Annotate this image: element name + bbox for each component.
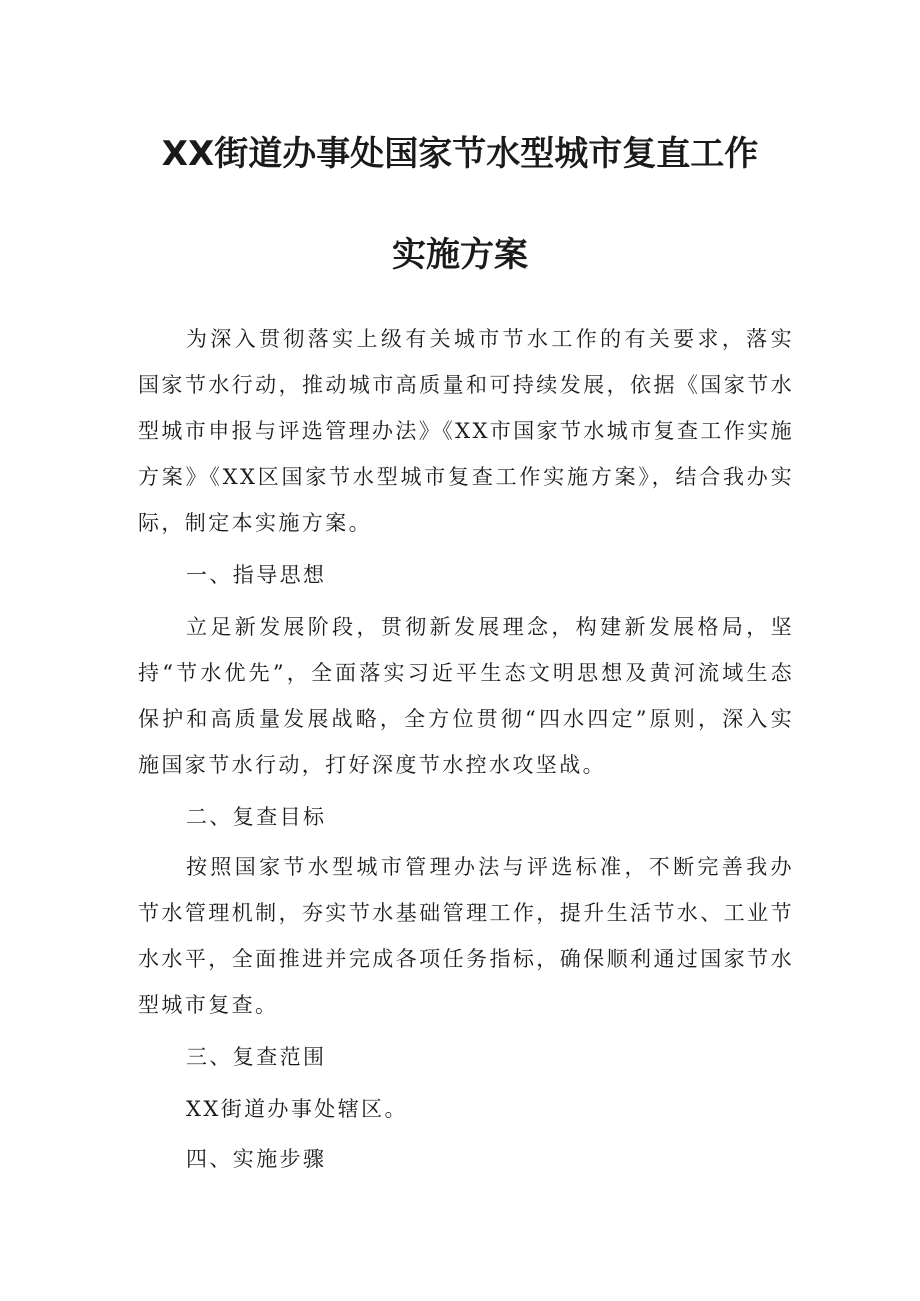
document-title-line-1: XX街道办事处国家节水型城市复直工作	[161, 134, 759, 174]
section-heading-guiding-ideology: 一、指导思想	[186, 563, 327, 587]
section-heading-implementation-steps: 四、实施步骤	[186, 1147, 327, 1171]
guiding-ideology-paragraph: 立足新发展阶段，贯彻新发展理念，构建新发展格局，坚持“节水优先”，全面落实习近平生态文明思想及黄河流域生态保护和高质量发展战略，全方位贯彻“四水四定”原则，深入实施国家节水行动，打好深度节水控水攻坚战。	[138, 615, 794, 777]
document-title-line-2: 实施方案	[392, 235, 528, 275]
review-scope-paragraph: XX街道办事处辖区。	[186, 1097, 408, 1121]
intro-paragraph: 为深入贯彻落实上级有关城市节水工作的有关要求，落实国家节水行动，推动城市高质量和可持续发展，依据《国家节水型城市申报与评选管理办法》《XX市国家节水城市复查工作实施方案》《XX区国家节水型城市复查工作实施方案》，结合我办实际，制定本实施方案。	[138, 327, 794, 535]
section-heading-review-scope: 三、复查范围	[186, 1045, 327, 1069]
section-heading-review-goals: 二、复查目标	[186, 805, 327, 829]
review-goals-paragraph: 按照国家节水型城市管理办法与评选标准，不断完善我办节水管理机制，夯实节水基础管理工作，提升生活节水、工业节水水平，全面推进并完成各项任务指标，确保顺利通过国家节水型城市复查。	[138, 855, 794, 1017]
